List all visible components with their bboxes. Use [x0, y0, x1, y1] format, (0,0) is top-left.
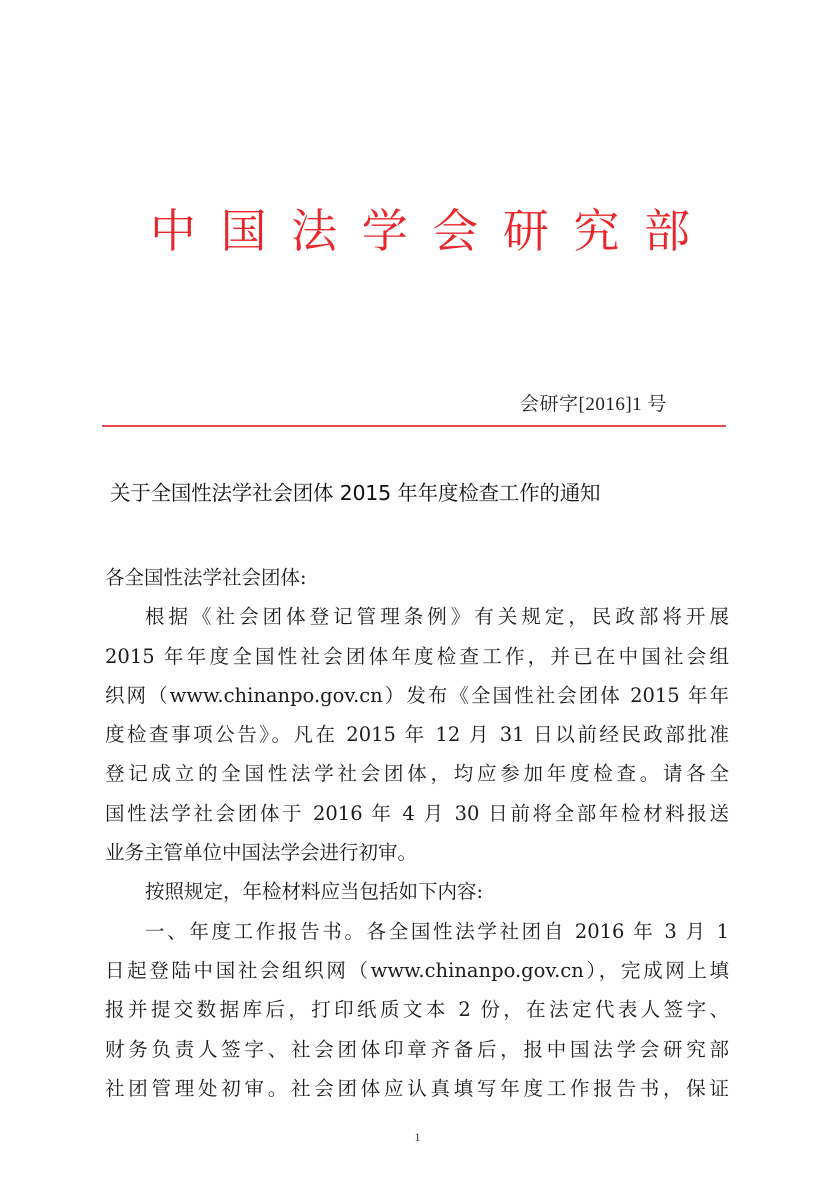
notice-body — [105, 563, 729, 1113]
salutation: 各全国性法学社会团体: — [105, 566, 307, 589]
body-line: 根据《社会团体登记管理条例》有关规定，民政部将开展 — [145, 605, 729, 629]
body-line: 织网（www.chinanpo.gov.cn）发布《全国性社会团体 2015 年年 — [105, 683, 729, 707]
masthead-char: 国 — [220, 204, 267, 258]
document-number: 会研字[2016]1 号 — [520, 394, 667, 415]
body-line: 2015 年年度全国性社会团体年度检查工作，并已在中国社会组 — [105, 644, 729, 668]
masthead-char: 部 — [643, 204, 690, 258]
body-line: 度检查事项公告》。凡在 2015 年 12 月 31 日以前经民政部批准 — [105, 723, 729, 747]
masthead-char: 会 — [432, 204, 479, 258]
masthead-char: 法 — [291, 204, 338, 258]
organization-masthead — [150, 196, 690, 260]
body-line: 登记成立的全国性法学社会团体，均应参加年度检查。请各全 — [105, 762, 729, 786]
body-lines — [105, 602, 729, 1113]
masthead-char: 究 — [573, 204, 620, 258]
red-divider-rule — [102, 425, 726, 427]
body-line: 报并提交数据库后，打印纸质文本 2 份，在法定代表人签字、 — [105, 998, 729, 1022]
masthead-char: 学 — [361, 204, 408, 258]
body-line: 按照规定，年检材料应当包括如下内容: — [145, 880, 484, 904]
body-line: 国性法学社会团体于 2016 年 4 月 30 日前将全部年检材料报送 — [105, 801, 729, 825]
body-line: 业务主管单位中国法学会进行初审。 — [105, 841, 418, 865]
page-number: 1 — [414, 1130, 421, 1144]
body-line: 日起登陆中国社会组织网（www.chinanpo.gov.cn），完成网上填 — [105, 958, 729, 982]
masthead-char: 中 — [150, 204, 196, 258]
body-line: 财务负责人签字、社会团体印章齐备后，报中国法学会研究部 — [105, 1037, 729, 1061]
notice-title: 关于全国性法学社会团体 2015 年年度检查工作的通知 — [110, 481, 601, 505]
body-line: 一、年度工作报告书。各全国性法学社团自 2016 年 3 月 1 — [145, 919, 729, 943]
masthead-char: 研 — [502, 204, 549, 258]
body-line: 社团管理处初审。社会团体应认真填写年度工作报告书，保证 — [105, 1076, 729, 1100]
